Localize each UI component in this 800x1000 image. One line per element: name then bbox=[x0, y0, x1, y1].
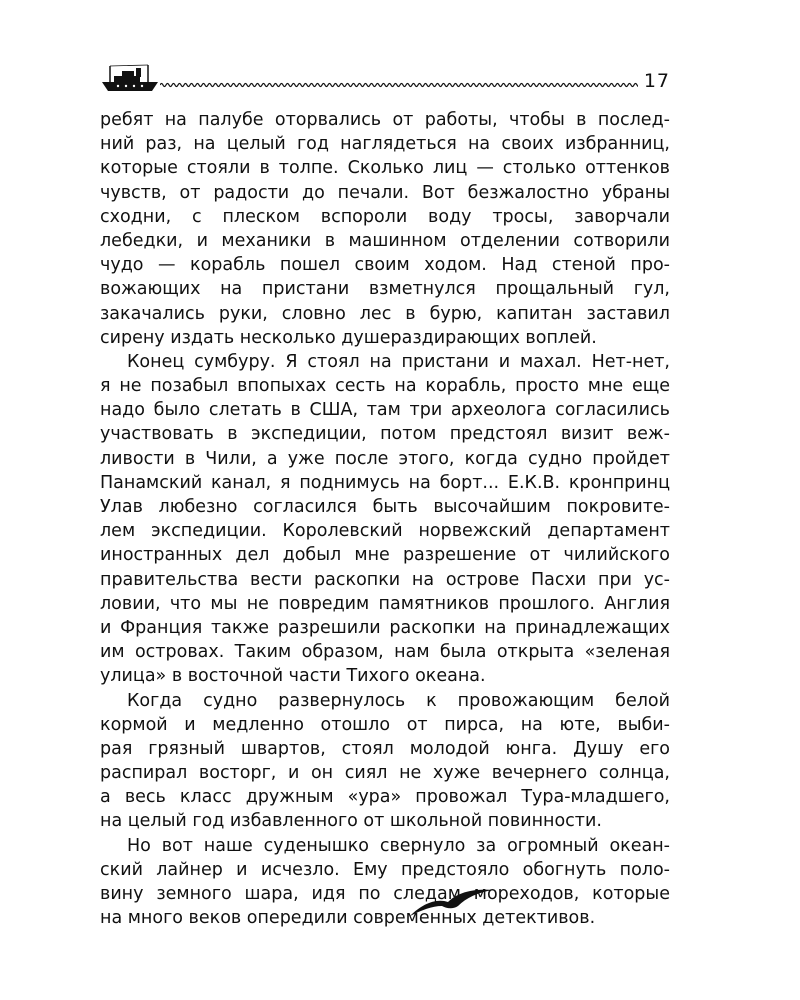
text-line: я не позабыл впопыхах сесть на корабль, просто мне еще bbox=[100, 376, 670, 397]
text-line: рая грязный швартов, стоял молодой юнга. Душу его bbox=[100, 738, 670, 759]
page-number: 17 bbox=[643, 70, 670, 92]
text-line: чудо — корабль пошел своим ходом. Над стеной про- bbox=[100, 255, 670, 276]
text-line: Но вот наше суденышко свернуло за огромный океан- bbox=[127, 835, 670, 856]
text-line: ний раз, на целый год наглядеться на своих избранниц, bbox=[100, 134, 670, 155]
text-line: на целый год избавленного от школьной повинности. bbox=[100, 811, 602, 832]
text-line: ребят на палубе оторвались от работы, чтобы в послед- bbox=[100, 110, 670, 130]
body-text bbox=[100, 108, 670, 930]
text-line: ливости в Чили, а уже после этого, когда судно пройдет bbox=[100, 448, 670, 469]
text-line: распирал восторг, и он сиял не хуже вечернего солнца, bbox=[100, 763, 670, 784]
text-line: участвовать в экспедиции, потом предстоял визит веж- bbox=[100, 424, 670, 445]
steamship-icon bbox=[100, 62, 160, 94]
text-line: Улав любезно согласился быть высочайшим покровите- bbox=[100, 497, 670, 517]
text-line: чувств, от радости до печали. Вот безжалостно убраны bbox=[100, 182, 670, 203]
text-line: улица» в восточной части Тихого океана. bbox=[100, 666, 486, 687]
text-line: Конец сумбуру. Я стоял на пристани и махал. Нет-нет, bbox=[127, 351, 670, 372]
text-line: надо было слетать в США, там три археолога согласились bbox=[100, 400, 670, 421]
text-line: лебедки, и механики в машинном отделении сотворили bbox=[100, 230, 670, 251]
text-line: Когда судно развернулось к провожающим белой bbox=[127, 690, 670, 711]
text-line: ский лайнер и исчезло. Ему предстояло обогнуть поло- bbox=[100, 859, 670, 880]
seagull-icon bbox=[408, 886, 496, 920]
running-header bbox=[100, 60, 670, 100]
text-line: на много веков опередили современных детективов. bbox=[100, 908, 596, 929]
text-line: сходни, с плеском вспороли воду тросы, заворчали bbox=[100, 206, 670, 227]
text-line: вожающих на пристани взметнулся прощальный гул, bbox=[100, 279, 670, 300]
text-line: Панамский канал, я поднимусь на борт... Е.К.В. кронпринц bbox=[100, 472, 670, 493]
text-line: сирену издать несколько душераздирающих воплей. bbox=[100, 327, 597, 348]
text-line: закачались руки, словно лес в бурю, капитан заставил bbox=[100, 303, 670, 324]
text-line: правительства вести раскопки на острове Пасхи при ус- bbox=[100, 569, 670, 590]
text-line: лем экспедиции. Королевский норвежский департамент bbox=[100, 521, 670, 542]
text-line: а весь класс дружным «ура» провожал Тура-младшего, bbox=[100, 787, 670, 808]
text-line: иностранных дел добыл мне разрешение от чилийского bbox=[100, 545, 670, 566]
text-line: кормой и медленно отошло от пирса, на юте, выби- bbox=[100, 714, 670, 735]
wave-rule bbox=[160, 80, 638, 90]
text-line: и Франция также разрешили раскопки на принадлежащих bbox=[100, 617, 670, 638]
text-line: которые стояли в толпе. Сколько лиц — столько оттенков bbox=[100, 158, 670, 179]
text-line: вину земного шара, идя по следам мореходов, которые bbox=[100, 884, 670, 904]
text-line: ловии, что мы не повредим памятников прошлого. Англия bbox=[100, 593, 670, 614]
text-line: им островах. Таким образом, нам была открыта «зеленая bbox=[100, 642, 670, 663]
